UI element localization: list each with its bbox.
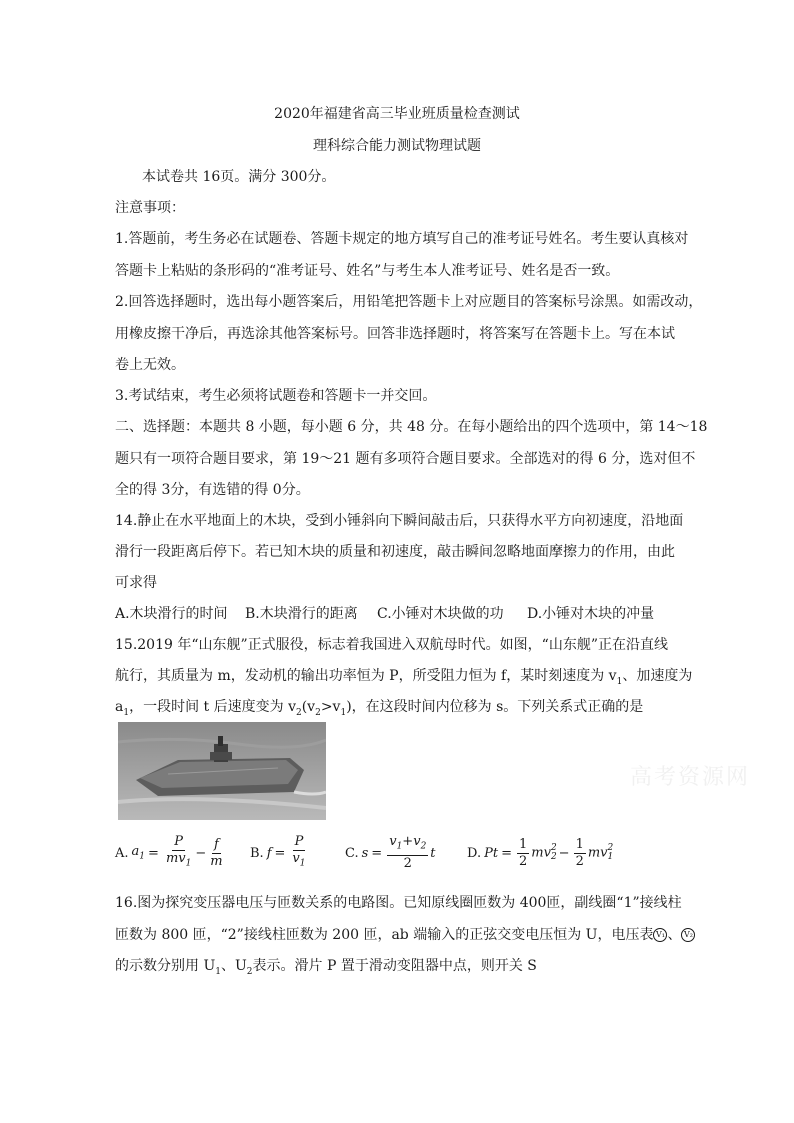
- q15-line-c: [115, 697, 643, 723]
- f-d-mv1: mv: [587, 845, 608, 861]
- q15-c-gt: >v: [320, 699, 341, 715]
- q15-c-sub1: 1: [123, 707, 130, 718]
- f-a-frac2: [208, 837, 224, 870]
- q15-line-b: [115, 666, 692, 692]
- exam-subtitle: 理科综合能力测试物理试题: [313, 138, 481, 154]
- q15-line-b-sub: 1: [616, 676, 623, 687]
- q16-c-sub1: 1: [215, 966, 221, 977]
- f-b-frac: [290, 834, 307, 872]
- f-d-mv2-sup: 2: [550, 843, 557, 853]
- q15-c-tail: )，在这段时间内位移为 s。下列关系式正确的是: [346, 699, 644, 715]
- notice-3: 3.考试结束，考生必须将试题卷和答题卡一并交回。: [115, 388, 437, 404]
- notice-2a: 2.回答选择题时，选出每小题答案后，用铅笔把答题卡上对应题目的答案标号涂黑。如需改动，: [115, 294, 703, 310]
- section2-line-c: 全的得 3分，有选错的得 0分。: [115, 482, 310, 498]
- f-d-d1: 2: [518, 853, 528, 869]
- notice-1b: 答题卡上粘贴的条形码的“准考证号、姓名”与考生本人准考证号、姓名是否一致。: [115, 263, 620, 279]
- q16-line-c: [115, 956, 537, 982]
- f-a-d1: mv: [165, 851, 186, 867]
- f-b-d-sub: 1: [299, 858, 306, 869]
- f-c-n: v: [389, 834, 397, 850]
- f-a-lhs-sub: 1: [139, 851, 146, 862]
- q15-line-b-tail: 、加速度为: [622, 668, 693, 684]
- f-d-mv2: mv: [531, 845, 551, 861]
- q15-c-a: a: [115, 699, 124, 715]
- voltmeter-1-icon: V₁: [653, 928, 667, 942]
- f-a-n2: f: [214, 836, 219, 852]
- f-b-lhs: f: [266, 845, 272, 861]
- q16-c-tail: 表示。滑片 P 置于滑动变阻器中点，则开关 S: [252, 958, 537, 974]
- aircraft-carrier-photo: [118, 722, 326, 820]
- q15-c-sub3: 2: [315, 707, 321, 718]
- notice-2b: 用橡皮擦干净后，再选涂其他答案标号。回答非选择题时，将答案写在答题卡上。写在本试: [115, 326, 675, 342]
- q15-opt-b-label: B.: [250, 845, 264, 861]
- f-c-d: 2: [403, 855, 412, 871]
- q15-c-mid: ，一段时间 t 后速度变为 v: [129, 699, 296, 715]
- q15-option-d: [467, 833, 613, 873]
- f-d-n2: 1: [575, 836, 584, 852]
- q16-c-mid: 、U: [220, 958, 247, 974]
- exam-title: 2020年福建省高三毕业班质量检查测试: [274, 106, 520, 122]
- f-d-mv2-sub: 2: [550, 852, 557, 862]
- q16-c-sub2: 2: [246, 966, 253, 977]
- q14-option-a: A.木块滑行的时间: [115, 606, 228, 622]
- notice-heading: 注意事项：: [115, 200, 185, 216]
- f-d-mv1-sup: 2: [607, 843, 614, 853]
- f-a-lhs: a: [131, 844, 140, 860]
- f-c-eq: =: [371, 845, 383, 861]
- q15-c-sub2: 2: [295, 707, 302, 718]
- notice-2c: 卷上无效。: [115, 357, 185, 373]
- q15-opt-c-label: C.: [345, 845, 359, 861]
- f-a-eq: =: [148, 845, 159, 861]
- f-d-frac2: [574, 837, 586, 870]
- q15-line-b-text: 航行，其质量为 m，发动机的输出功率恒为 P，所受阻力恒为 f，某时刻速度为 v: [115, 668, 617, 684]
- q15-c-paren: (v: [301, 699, 316, 715]
- section2-line-a: 二、选择题：本题共 8 小题，每小题 6 分，共 48 分。在每小题给出的四个选项中，第 14～18: [115, 419, 708, 435]
- f-d-eq: =: [501, 845, 512, 861]
- voltmeter-2-icon: V₂: [681, 928, 695, 942]
- q15-line-a: 15.2019 年“山东舰”正式服役，标志着我国进入双航母时代。如图，“山东舰”正在沿直线: [115, 637, 668, 653]
- f-a-n1: P: [174, 834, 184, 850]
- q15-opt-a-label: A.: [115, 845, 129, 861]
- q16-c-text: 的示数分别用 U: [115, 958, 216, 974]
- f-c-n2: v: [413, 834, 421, 850]
- paper-info: 本试卷共 16页。满分 300分。: [142, 169, 336, 185]
- q16-line-a: 16.图为探究变压器电压与匝数关系的电路图。已知原线圈匝数为 400匝，副线圈“1”接线柱: [115, 895, 682, 911]
- notice-1a: 1.答题前，考生务必在试题卷、答题卡规定的地方填写自己的准考证号姓名。考生要认真核对: [115, 231, 689, 247]
- f-c-n-sub2: 2: [420, 841, 427, 852]
- f-a-frac1: [164, 834, 193, 872]
- watermark: 高考资源网: [630, 765, 751, 790]
- q14-option-d: D.小锤对木块的冲量: [527, 606, 655, 622]
- q15-option-c: [345, 833, 436, 873]
- f-b-n: P: [294, 834, 304, 850]
- f-d-lhs: Pt: [484, 845, 499, 861]
- f-a-d1-sub: 1: [185, 858, 192, 869]
- f-a-d2: m: [210, 853, 223, 869]
- q15-c-sub4: 1: [340, 707, 347, 718]
- q16-sep: 、: [667, 927, 682, 943]
- section2-line-b: 题只有一项符合题目要求，第 19～21 题有多项符合题目要求。全部选对的得 6 分，选对但不: [115, 451, 696, 467]
- q15-option-a: [115, 833, 227, 873]
- f-b-d: v: [292, 851, 300, 867]
- f-d-d2: 2: [575, 853, 584, 869]
- q15-option-b: [250, 833, 310, 873]
- f-c-t: t: [430, 845, 436, 861]
- q14-line-b: 滑行一段距离后停下。若已知木块的质量和初速度，敲击瞬间忽略地面摩擦力的作用，由此: [115, 544, 675, 560]
- f-c-plus: +: [402, 834, 414, 850]
- f-c-n-sub1: 1: [396, 841, 403, 852]
- q16-line-b: [115, 925, 695, 945]
- q14-line-c: 可求得: [115, 575, 157, 591]
- q14-options: [115, 604, 654, 624]
- f-d-minus: −: [558, 845, 570, 861]
- q14-option-c: C.小锤对木块做的功: [377, 606, 504, 622]
- q14-option-b: B.木块滑行的距离: [245, 606, 358, 622]
- f-a-minus: −: [195, 845, 207, 861]
- q15-opt-d-label: D.: [467, 845, 482, 861]
- q16-line-b-text: 匝数为 800 匝，“2”接线柱匝数为 200 匝，ab 端输入的正弦交变电压恒为 U，电压表: [115, 927, 654, 943]
- f-d-n1: 1: [518, 836, 528, 852]
- f-b-eq: =: [274, 845, 286, 861]
- f-c-frac: [387, 834, 428, 872]
- q14-line-a: 14.静止在水平地面上的木块，受到小锤斜向下瞬间敲击后，只获得水平方向初速度，沿地面: [115, 513, 684, 529]
- f-d-frac1: [517, 837, 529, 870]
- f-d-mv1-sub: 1: [607, 852, 614, 862]
- f-c-lhs: s: [361, 845, 369, 861]
